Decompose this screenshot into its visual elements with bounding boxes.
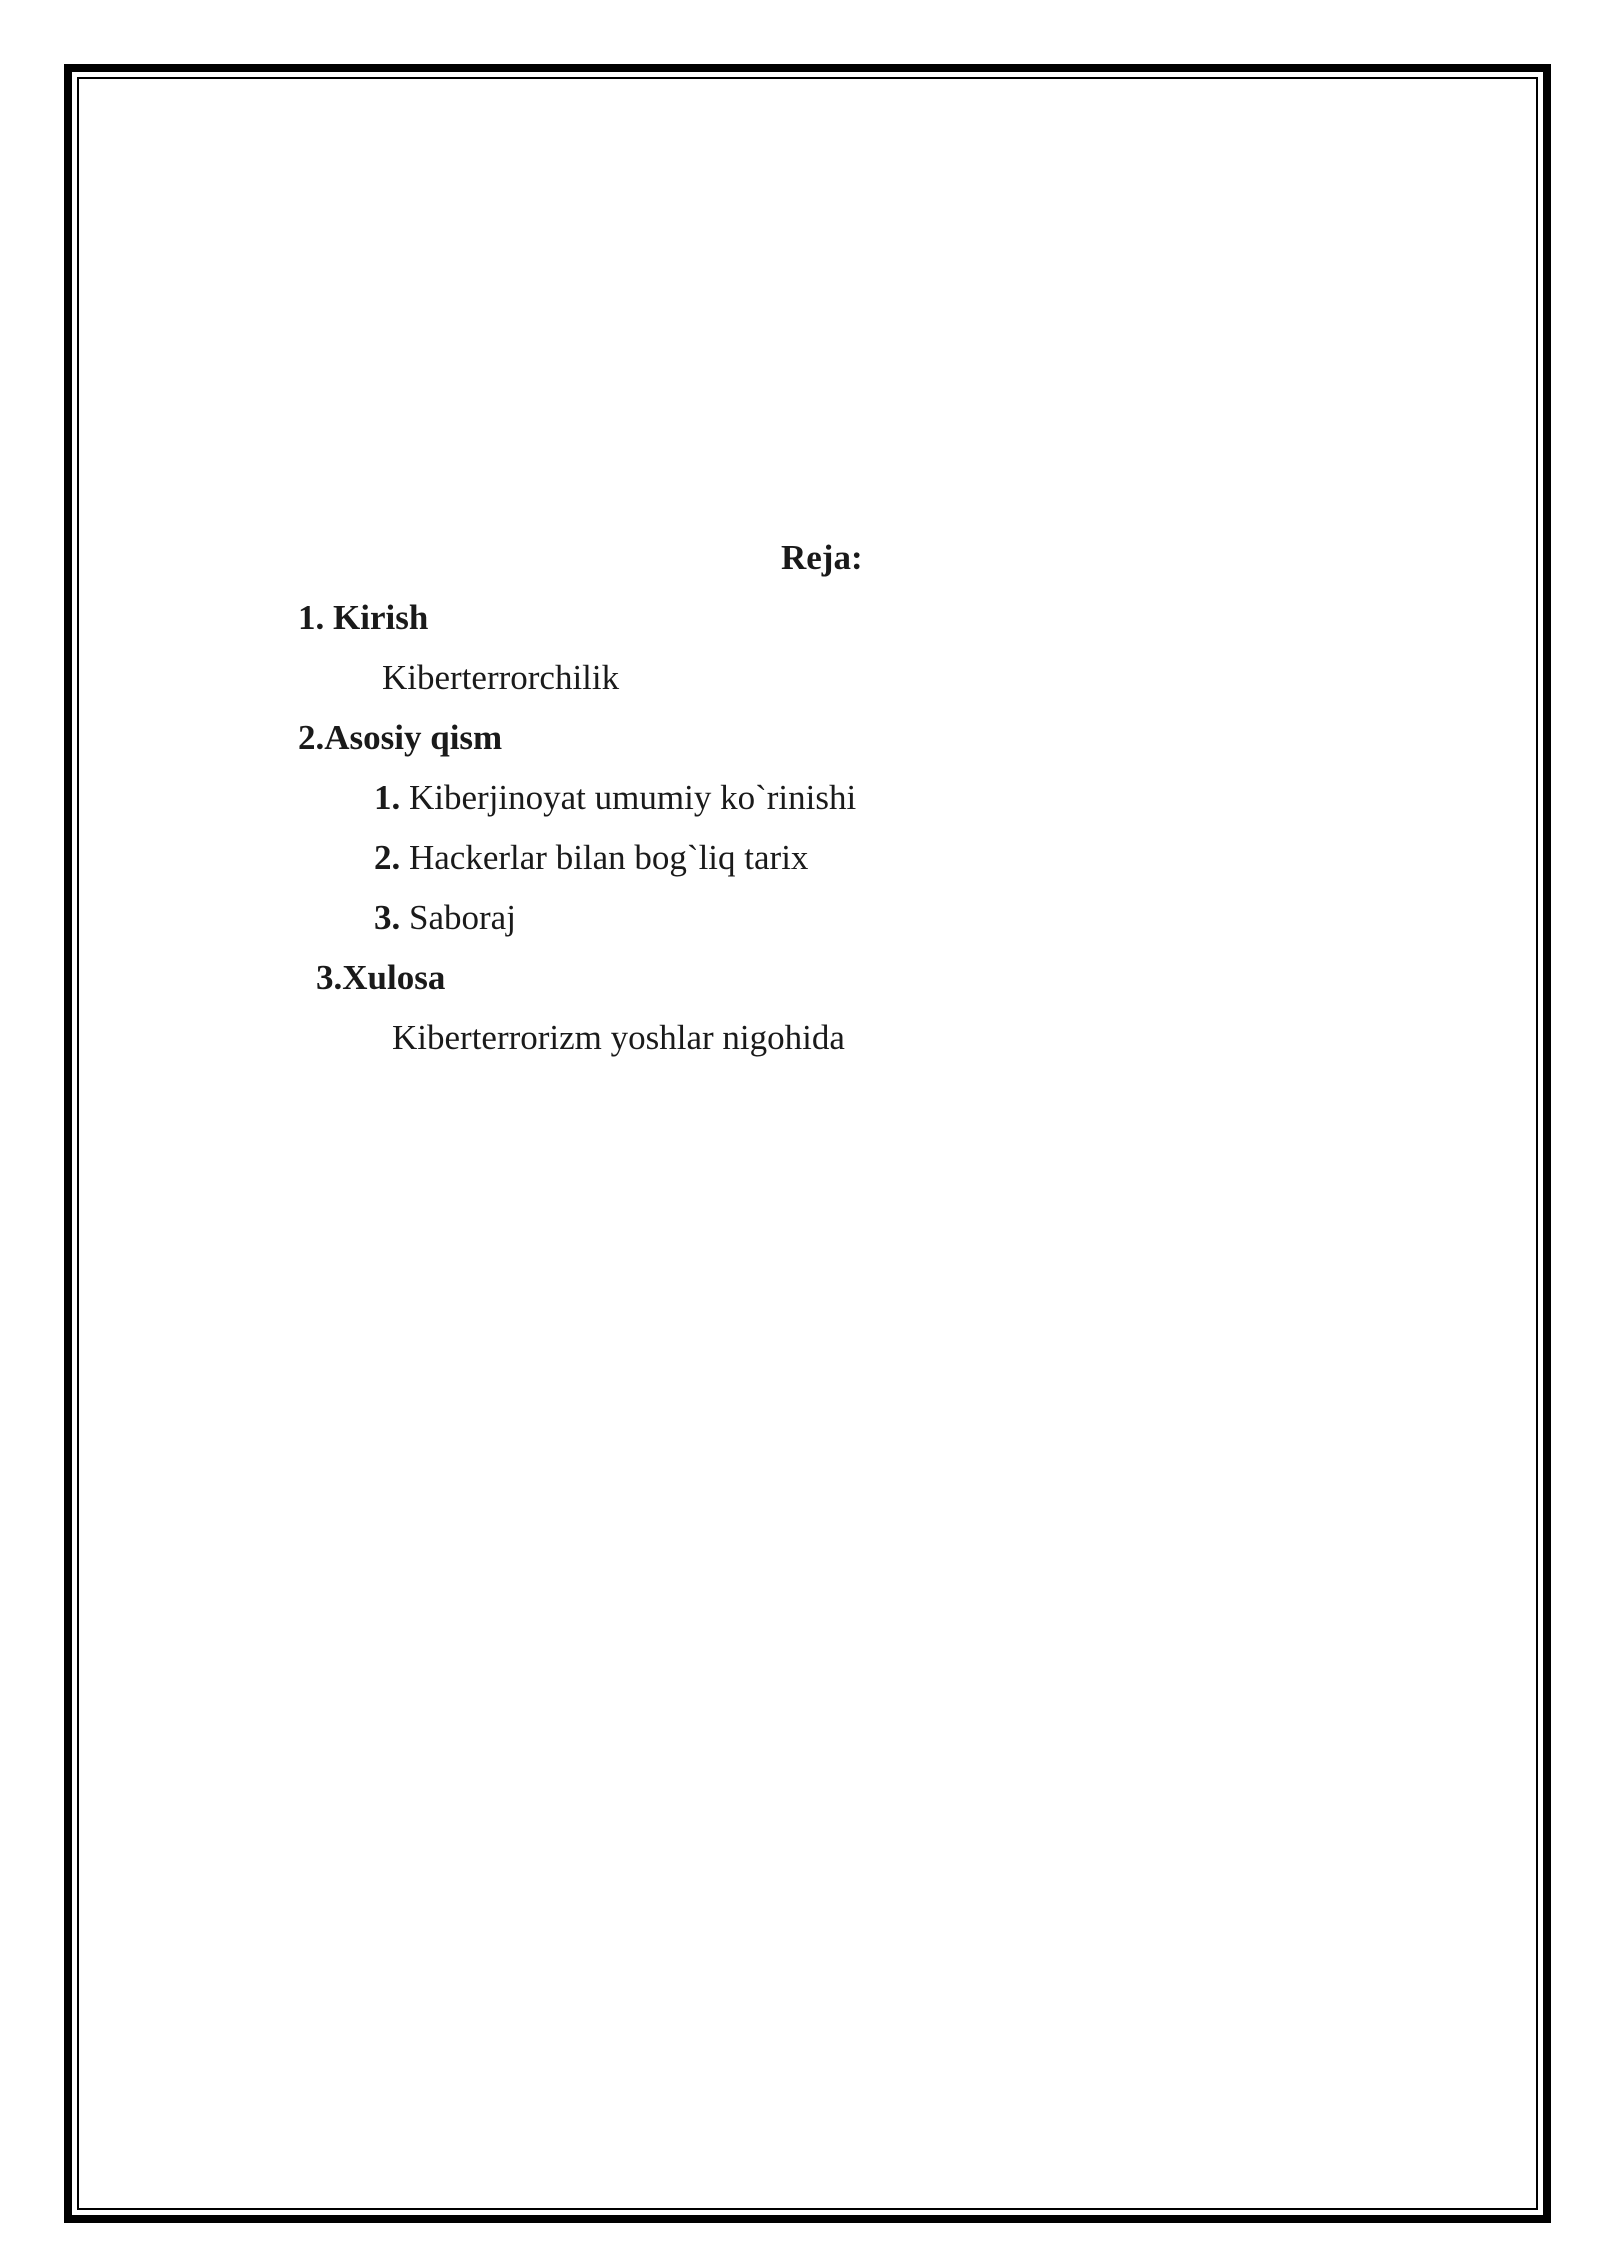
section-heading-kirish: 1. Kirish <box>298 598 429 637</box>
list-item-number: 2. <box>374 838 401 877</box>
list-item <box>374 896 516 940</box>
list-item-text: Saboraj <box>409 898 516 937</box>
list-item-number: 1. <box>374 778 401 817</box>
section-heading-xulosa: 3.Xulosa <box>316 958 446 997</box>
list-item: Kiberterrorchilik <box>382 658 620 697</box>
list-item <box>374 776 856 820</box>
list-item-text: Kiberjinoyat umumiy ko`rinishi <box>409 778 857 817</box>
section-heading-asosiy-qism: 2.Asosiy qism <box>298 718 503 757</box>
document-title: Reja: <box>781 538 863 577</box>
list-item-number: 3. <box>374 898 401 937</box>
list-item-text: Hackerlar bilan bog`liq tarix <box>409 838 809 877</box>
list-item: Kiberterrorizm yoshlar nigohida <box>392 1018 845 1057</box>
list-item <box>374 836 808 880</box>
page-border-inner <box>77 77 1538 2210</box>
